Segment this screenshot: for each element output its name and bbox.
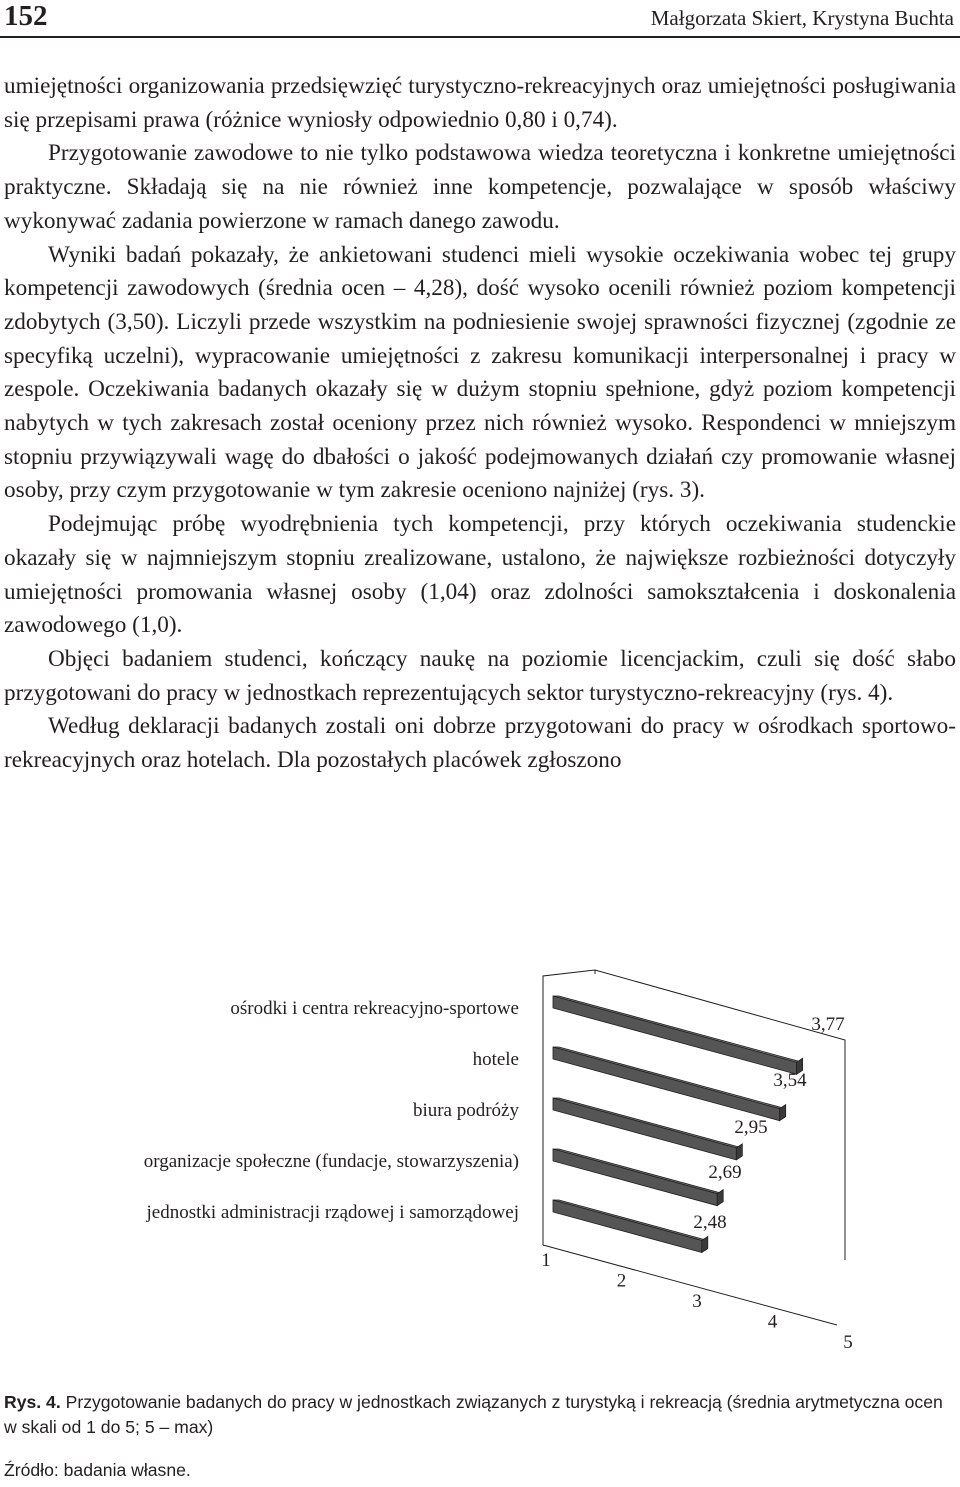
- x-axis-line: [543, 1245, 837, 1325]
- value-label: 3,77: [811, 1014, 845, 1035]
- axis-tick-labels: [541, 1250, 853, 1353]
- bar-front-face: [553, 1149, 717, 1206]
- bar-chart: [0, 960, 960, 1380]
- figure-source: Źródło: badania własne.: [4, 1460, 191, 1480]
- bar-front-face: [553, 1200, 702, 1252]
- value-label: 2,69: [708, 1162, 742, 1183]
- category-label: jednostki administracji rządowej i samorządowej: [146, 1202, 519, 1223]
- paragraph: Przygotowanie zawodowe to nie tylko podstawowa wiedza teoretyczna i konkretne umiejętności praktyczne. Składają się na nie również inne kompetencje, pozwalające w sposób właściwy wykonywać zadania powierzone w ramach danego zawodu.: [4, 140, 956, 234]
- bar: [553, 1149, 723, 1206]
- axis-tick-label: 2: [616, 1270, 627, 1292]
- axis-tick-label: 3: [692, 1291, 702, 1312]
- figure-caption: [4, 1390, 956, 1440]
- paragraph: Wyniki badań pokazały, że ankietowani studenci mieli wysokie oczekiwania wobec tej grupy kompetencji zawodowych (średnia ocen – 4,28), dość wysoko ocenili również poziom kompetencji zdobytych (3,50). Liczyli przede wszystkim na podniesienie swojej sprawności fizycznej (zgodnie ze specyfiką uczelni), wypracowanie umiejętności z zakresu komunikacji interpersonalnej i pracy w zespole. Oczekiwania badanych okazały się w dużym stopniu spełnione, gdyż poziom kompetencji nabytych w tych zakresach został oceniony przez nich również wysoko. Respondenci w mniejszym stopniu przywiązywali wagę do dbałości o jakość podejmowanych działań czy promowanie własnej osoby, przy czym przygotowanie w tym zakresie oceniono najniżej (rys. 3).: [4, 241, 956, 504]
- category-label: hotele: [472, 1049, 519, 1070]
- axis-tick-label: 5: [843, 1332, 853, 1353]
- bar-front-face: [553, 1098, 736, 1160]
- value-label: 2,95: [734, 1117, 768, 1138]
- header-rule: [0, 36, 960, 38]
- caption-text: Przygotowanie badanych do pracy w jednostkach związanych z turystyką i rekreacją (średnia arytmetyczna ocen w skali od 1 do 5; 5 – max): [4, 1392, 943, 1437]
- page-header: [0, 0, 960, 40]
- body-text: [4, 70, 956, 778]
- paragraph: umiejętności organizowania przedsięwzięć turystyczno-rekreacyjnych oraz umiejętności posługiwania się przepisami prawa (różnice wyniosły odpowiednio 0,80 i 0,74).: [4, 73, 956, 133]
- figure-4: [0, 960, 960, 1380]
- paragraph: Objęci badaniem studenci, kończący naukę na poziomie licencjackim, czuli się dość słabo przygotowani do pracy w jednostkach reprezentujących sektor turystyczno-rekreacyjny (rys. 4).: [4, 645, 956, 706]
- running-head-authors: Małgorzata Skiert, Krystyna Buchta: [650, 6, 954, 30]
- value-label: 3,54: [773, 1070, 807, 1091]
- value-label: 2,48: [693, 1212, 727, 1233]
- category-label: ośrodki i centra rekreacyjno-sportowe: [230, 998, 519, 1019]
- bar: [553, 1098, 742, 1160]
- paragraph: Podejmując próbę wyodrębnienia tych kompetencji, przy których oczekiwania studenckie okazały się w najmniejszym stopniu zrealizowane, ustalono, że największe rozbieżności dotyczyły umiejętności promowania własnej osoby (1,04) oraz zdolności samokształcenia i doskonalenia zawodowego (1,0).: [4, 511, 956, 639]
- caption-label: Rys. 4.: [4, 1392, 61, 1412]
- axis-tick-label: 4: [767, 1311, 778, 1333]
- category-labels: [144, 998, 520, 1223]
- category-label: biura podróży: [412, 1100, 519, 1121]
- axis-tick-label: 1: [541, 1250, 551, 1271]
- bar: [553, 1200, 708, 1252]
- paragraph: Według deklaracji badanych zostali oni dobrze przygotowani do pracy w ośrodkach sportowo-rekreacyjnych oraz hotelach. Dla pozostałych placówek zgłoszono: [4, 713, 956, 774]
- page-number: 152: [4, 0, 48, 32]
- category-label: organizacje społeczne (fundacje, stowarzyszenia): [143, 1151, 519, 1172]
